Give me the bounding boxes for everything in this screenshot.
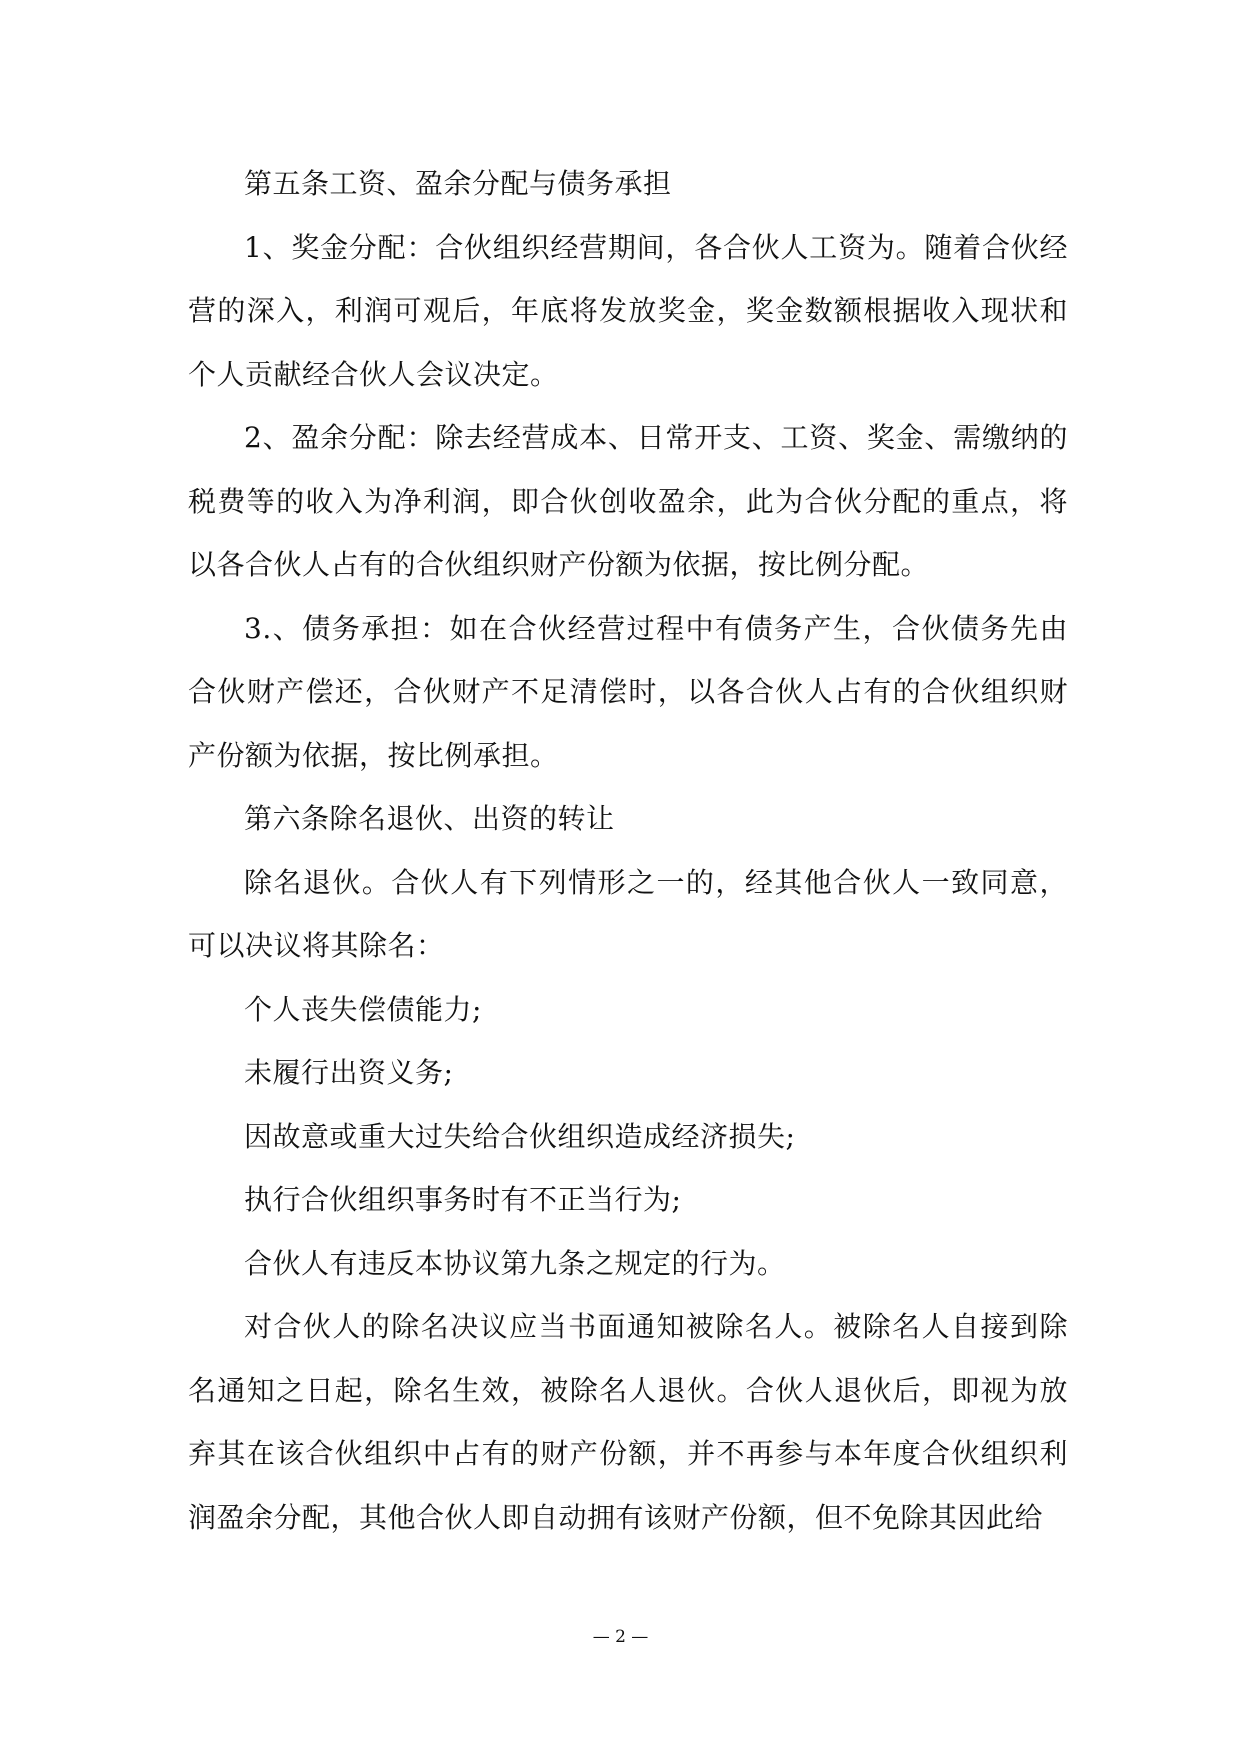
paragraph-debt-bearing: 3.、债务承担：如在合伙经营过程中有债务产生，合伙债务先由合伙财产偿还，合伙财产不足清偿时，以各合伙人占有的合伙组织财产份额为依据，按比例承担。 (188, 611, 1068, 772)
list-item-agreement-violation: 合伙人有违反本协议第九条之规定的行为。 (244, 1246, 786, 1280)
paragraph-expulsion-notice: 对合伙人的除名决议应当书面通知被除名人。被除名人自接到除名通知之日起，除名生效，被除名人退伙。合伙人退伙后，即视为放弃其在该合伙组织中占有的财产份额，并不再参与本年度合伙组织利润盈余分配，其他合伙人即自动拥有该财产份额，但不免除其因此给 (188, 1310, 1068, 1534)
list-item-improper-conduct: 执行合伙组织事务时有不正当行为; (244, 1183, 682, 1216)
paragraph-expulsion-intro: 除名退伙。合伙人有下列情形之一的，经其他合伙人一致同意，可以决议将其除名： (188, 865, 1068, 962)
list-item-insolvency: 个人丧失偿债能力; (244, 992, 482, 1026)
list-item-negligence-loss: 因故意或重大过失给合伙组织造成经济损失; (244, 1119, 796, 1153)
page-number: — 2 — (592, 1627, 649, 1647)
document-body (188, 152, 1068, 1549)
paragraph-surplus-distribution: 2、盈余分配：除去经营成本、日常开支、工资、奖金、需缴纳的税费等的收入为净利润，即合伙创收盈余，此为合伙分配的重点，将以各合伙人占有的合伙组织财产份额为依据，按比例分配。 (188, 421, 1068, 581)
section-heading-article-6: 第六条除名退伙、出资的转让 (244, 802, 615, 835)
section-heading-article-5: 第五条工资、盈余分配与债务承担 (244, 167, 672, 200)
list-item-unpaid-contribution: 未履行出资义务; (244, 1056, 454, 1089)
paragraph-bonus-distribution: 1、奖金分配：合伙组织经营期间，各合伙人工资为。随着合伙经营的深入，利润可观后，年底将发放奖金，奖金数额根据收入现状和个人贡献经合伙人会议决定。 (188, 230, 1068, 391)
